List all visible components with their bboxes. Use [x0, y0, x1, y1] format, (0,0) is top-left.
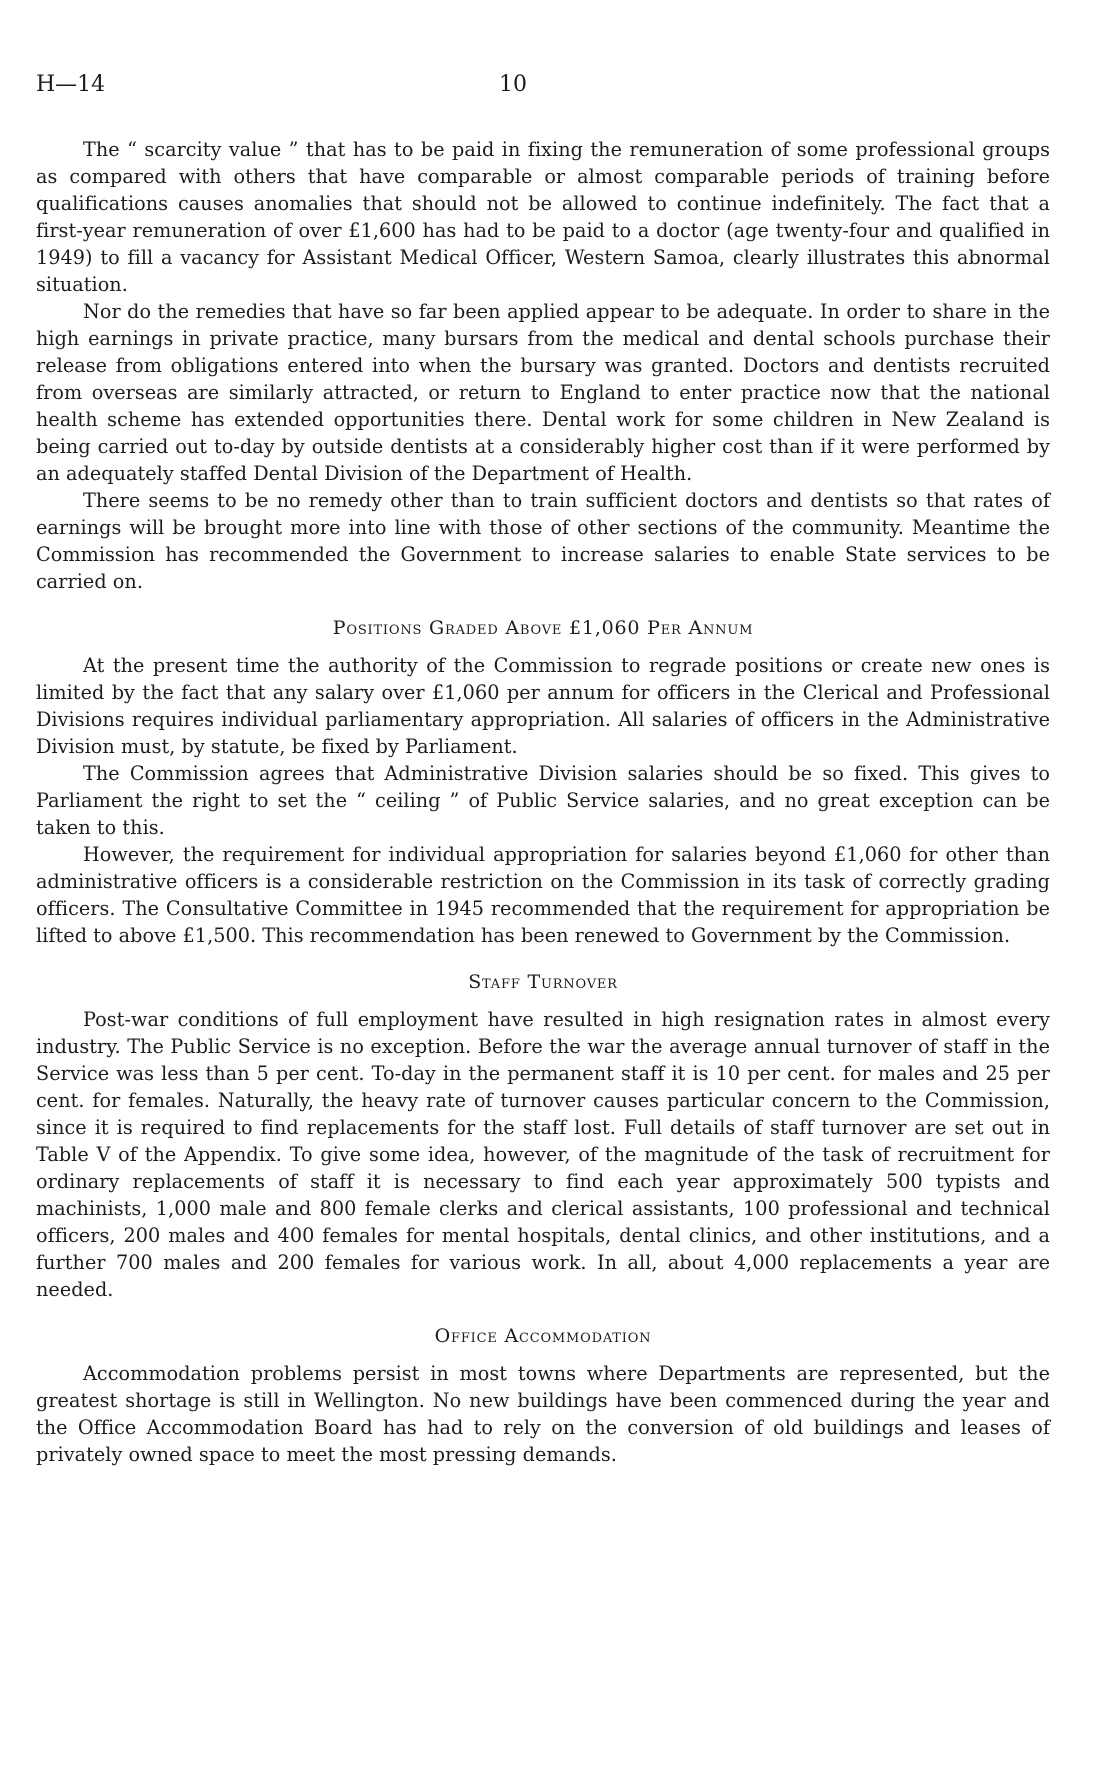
page-header [36, 72, 1050, 112]
paragraph-administrative-salaries: The Commission agrees that Administrative Division salaries should be so fixed. This gives to Parliament the right to set the “ ceiling ” of Public Service salaries, and no great exception can be taken to this. [36, 762, 1050, 839]
paragraph-scarcity-value: The “ scarcity value ” that has to be paid in fixing the remuneration of some professional groups as compared with others that have comparable or almost comparable periods of training before qualifications causes anomalies that should not be allowed to continue indefinitely. The fact that a first-year remuneration of over £1,600 has had to be paid to a doctor (age twenty-four and qualified in 1949) to fill a vacancy for Assistant Medical Officer, Western Samoa, clearly illustrates this abnormal situation. [36, 138, 1050, 296]
document-body [36, 136, 1050, 1468]
paragraph-no-remedy: There seems to be no remedy other than to train sufficient doctors and dentists so that rates of earnings will be brought more into line with those of other sections of the community. Meantime the Commission has recommended the Government to increase salaries to enable State services to be carried on. [36, 489, 1050, 593]
paragraph-office-accommodation: Accommodation problems persist in most towns where Departments are represented, but the greatest shortage is still in Wellington. No new buildings have been commenced during the year and the Office Accommodation Board has had to rely on the conversion of old buildings and leases of privately owned space to meet the most pressing demands. [36, 1362, 1050, 1466]
paragraph-regrade-authority: At the present time the authority of the Commission to regrade positions or create new ones is limited by the fact that any salary over £1,060 per annum for officers in the Clerical and Professional Divisions requires individual parliamentary appropriation. All salaries of officers in the Administrative Division must, by statute, be fixed by Parliament. [36, 654, 1050, 758]
paragraph-appropriation-restriction: However, the requirement for individual appropriation for salaries beyond £1,060 for other than administrative officers is a considerable restriction on the Commission in its task of correctly grading officers. The Consultative Committee in 1945 recommended that the requirement for appropriation be lifted to above £1,500. This recommendation has been renewed to Government by the Commission. [36, 843, 1050, 947]
document-reference: H—14 [36, 72, 106, 97]
paragraph-remedies: Nor do the remedies that have so far been applied appear to be adequate. In order to share in the high earnings in private practice, many bursars from the medical and dental schools purchase their release from obligations entered into when the bursary was granted. Doctors and dentists recruited from overseas are similarly attracted, or return to England to enter practice now that the national health scheme has extended opportunities there. Dental work for some children in New Zealand is being carried out to-day by outside dentists at a considerably higher cost than if it were performed by an adequately staffed Dental Division of the Department of Health. [36, 300, 1050, 485]
paragraph-staff-turnover: Post-war conditions of full employment have resulted in high resignation rates in almost every industry. The Public Service is no exception. Before the war the average annual turnover of staff in the Service was less than 5 per cent. To-day in the permanent staff it is 10 per cent. for males and 25 per cent. for females. Naturally, the heavy rate of turnover causes particular concern to the Commission, since it is required to find replacements for the staff lost. Full details of staff turnover are set out in Table V of the Appendix. To give some idea, however, of the magnitude of the task of recruitment for ordinary replacements of staff it is necessary to find each year approximately 500 typists and machinists, 1,000 male and 800 female clerks and clerical assistants, 100 professional and technical officers, 200 males and 400 females for mental hospitals, dental clinics, and other institutions, and a further 700 males and 200 females for various work. In all, about 4,000 replacements a year are needed. [36, 1008, 1050, 1301]
section-heading-office-accommodation: Office Accommodation [434, 1325, 652, 1347]
section-heading-staff-turnover: Staff Turnover [468, 971, 618, 993]
section-heading-positions-graded: Positions Graded Above £1,060 Per Annum [332, 617, 754, 639]
page-number: 10 [499, 72, 527, 97]
document-page [36, 72, 1050, 1468]
